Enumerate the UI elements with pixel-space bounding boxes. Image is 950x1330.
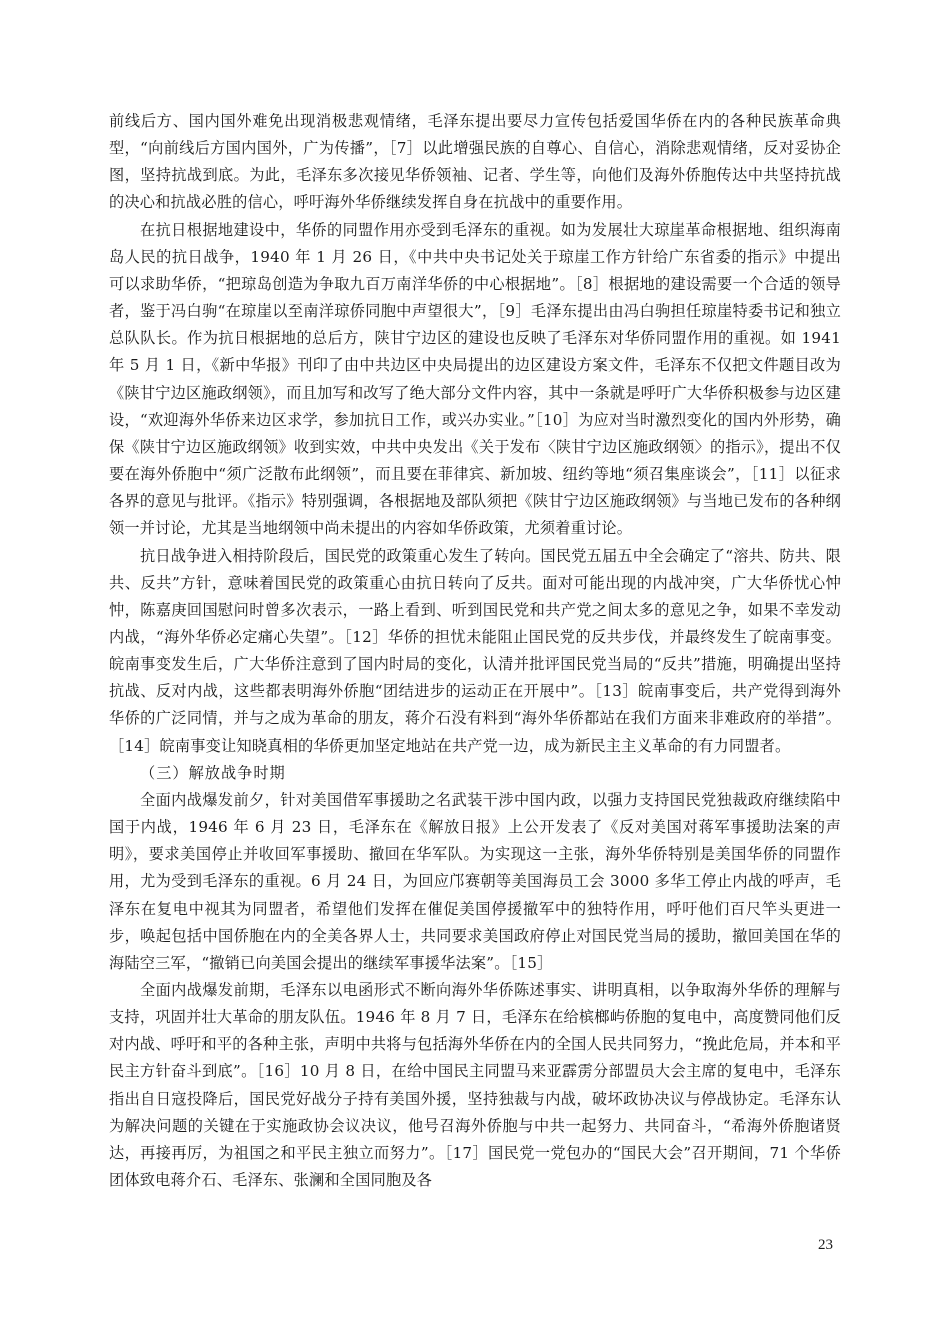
paragraph: 全面内战爆发前期，毛泽东以电函形式不断向海外华侨陈述事实、讲明真相，以争取海外华侨的理解与支持，巩固并壮大革命的朋友队伍。1946 年 8 月 7 日，毛泽东在给槟榔屿侨胞的复电中，高度赞同他们反对内战、呼吁和平的各种主张，声明中共将与包括海外华侨在内的全国人民共同努力，“挽此危局，并本和平民主方针奋斗到底”。［16］10 月 8 日，在给中国民主同盟马来亚霹雳分部盟员大会主席的复电中，毛泽东指出自日寇投降后，国民党好战分子持有美国外援，坚持独裁与内战，破坏政协决议与停战协定。毛泽东认为解决问题的关键在于实施政协会议决议，他号召海外侨胞与中共一起努力、共同奋斗，“希海外侨胞诸贤达，再接再厉，为祖国之和平民主独立而努力”。［17］国民党一党包办的“国民大会”召开期间，71 个华侨团体致电蒋介石、毛泽东、张澜和全国同胞及各	[109, 981, 841, 1190]
article-body	[109, 108, 841, 1194]
page-number: 23	[818, 1237, 833, 1253]
paragraph: 抗日战争进入相持阶段后，国民党的政策重心发生了转向。国民党五届五中全会确定了“溶共、防共、限共、反共”方针，意味着国民党的政策重心由抗日转向了反共。面对可能出现的内战冲突，广大华侨忧心忡忡，陈嘉庚回国慰问时曾多次表示，一路上看到、听到国民党和共产党之间太多的意见之争，如果不幸发动内战，“海外华侨必定痛心失望”。［12］华侨的担忧未能阻止国民党的反共步伐，并最终发生了皖南事变。皖南事变发生后，广大华侨注意到了国内时局的变化，认清并批评国民党当局的“反共”措施，明确提出坚持抗战、反对内战，这些都表明海外侨胞“团结进步的运动正在开展中”。［13］皖南事变后，共产党得到海外华侨的广泛同情，并与之成为革命的朋友，蒋介石没有料到“海外华侨都站在我们方面来非难政府的举措”。［14］皖南事变让知晓真相的华侨更加坚定地站在共产党一边，成为新民主主义革命的有力同盟者。	[109, 546, 841, 755]
paragraph: 前线后方、国内国外难免出现消极悲观情绪，毛泽东提出要尽力宣传包括爱国华侨在内的各种民族革命典型，“向前线后方国内国外，广为传播”，［7］以此增强民族的自尊心、自信心，消除悲观情绪，反对妥协企图，坚持抗战到底。为此，毛泽东多次接见华侨领袖、记者、学生等，向他们及海外侨胞传达中共坚持抗战的决心和抗战必胜的信心，呼吁海外华侨继续发挥自身在抗战中的重要作用。	[109, 112, 841, 212]
section-heading: （三）解放战争时期	[140, 763, 286, 782]
paragraph: 全面内战爆发前夕，针对美国借军事援助之名武装干涉中国内政，以强力支持国民党独裁政府继续陷中国于内战，1946 年 6 月 23 日，毛泽东在《解放日报》上公开发表了《反对美国对蒋军事援助法案的声明》，要求美国停止并收回军事援助、撤回在华军队。为实现这一主张，海外华侨特别是美国华侨的同盟作用，尤为受到毛泽东的重视。6 月 24 日，为回应邝赛朝等美国海员工会 3000 多华工停止内战的呼声，毛泽东在复电中视其为同盟者，希望他们发挥在催促美国停援撤军中的独特作用，呼吁他们百尺竿头更进一步，唤起包括中国侨胞在内的全美各界人士，共同要求美国政府停止对国民党当局的援助，撤回美国在华的海陆空三军，“撤销已向美国会提出的继续军事援华法案”。［15］	[109, 790, 841, 972]
paragraph: 在抗日根据地建设中，华侨的同盟作用亦受到毛泽东的重视。如为发展壮大琼崖革命根据地、组织海南岛人民的抗日战争，1940 年 1 月 26 日，《中共中央书记处关于琼崖工作方针给广东省委的指示》中提出可以求助华侨，“把琼岛创造为争取九百万南洋华侨的中心根据地”。［8］根据地的建设需要一个合适的领导者，鉴于冯白驹“在琼崖以至南洋琼侨同胞中声望很大”，［9］毛泽东提出由冯白驹担任琼崖特委书记和独立总队队长。作为抗日根据地的总后方，陕甘宁边区的建设也反映了毛泽东对华侨同盟作用的重视。如 1941 年 5 月 1 日，《新中华报》刊印了由中共边区中央局提出的边区建设方案文件，毛泽东不仅把文件题目改为《陕甘宁边区施政纲领》，而且加写和改写了绝大部分文件内容，其中一条就是呼吁广大华侨积极参与边区建设，“欢迎海外华侨来边区求学，参加抗日工作，或兴办实业。”［10］为应对当时激烈变化的国内外形势，确保《陕甘宁边区施政纲领》收到实效，中共中央发出《关于发布〈陕甘宁边区施政纲领〉的指示》，提出不仅要在海外侨胞中“须广泛散布此纲领”，而且要在菲律宾、新加坡、纽约等地“须召集座谈会”，［11］以征求各界的意见与批评。《指示》特别强调，各根据地及部队须把《陕甘宁边区施政纲领》与当地已发布的各种纲领一并讨论，尤其是当地纲领中尚未提出的内容如华侨政策，尤须着重讨论。	[109, 220, 841, 538]
